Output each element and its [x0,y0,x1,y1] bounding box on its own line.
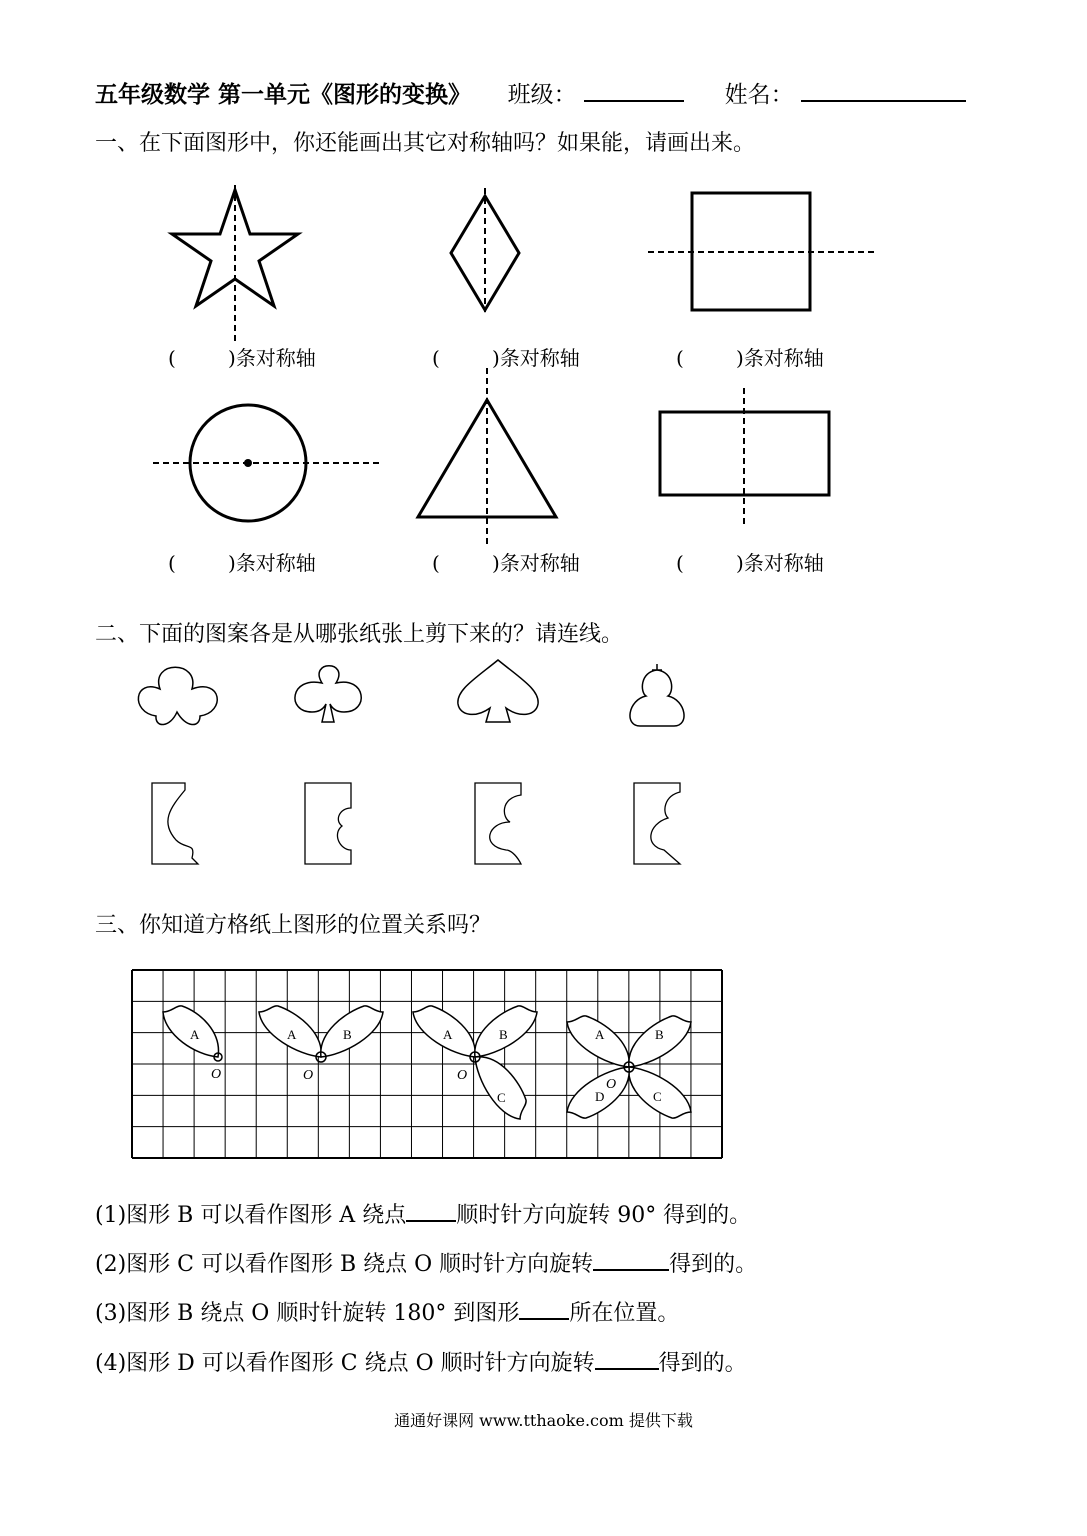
question-4: (4)图形 D 可以看作图形 C 绕点 O 顺时针方向旋转 得到的。 [95,1346,747,1377]
answer-blank-rhombus[interactable]: ( [432,346,440,370]
axis-answer-square: ( )条对称轴 [676,346,824,370]
axis-answer-star: ( )条对称轴 [168,346,316,370]
pattern-club[interactable] [295,666,361,722]
pattern-spade[interactable] [458,660,538,722]
label-b-group3: B [499,1027,508,1042]
label-a-group1: A [190,1027,200,1042]
label-a-group2: A [287,1027,297,1042]
label-c-group4: C [653,1089,662,1104]
pattern-gourd[interactable] [630,664,684,726]
answer-blank-circle[interactable]: ( [168,551,176,575]
label-a-group3: A [443,1027,453,1042]
folded-paper-1[interactable] [152,783,198,864]
label-a-group4: A [595,1027,605,1042]
section2-title: 二、下面的图案各是从哪张纸张上剪下来的？请连线。 [95,622,624,647]
section3-title: 三、你知道方格纸上图形的位置关系吗？ [95,913,492,938]
axis-answer-rectangle: ( )条对称轴 [676,551,824,575]
question-1: (1)图形 B 可以看作图形 A 绕点 顺时针方向旋转 90° 得到的。 [95,1198,751,1229]
pattern-trefoil[interactable] [138,667,217,724]
label-c-group3: C [497,1090,506,1105]
label-d-group4: D [595,1089,605,1104]
answer-blank-triangle[interactable]: ( [432,551,440,575]
section1-title: 一、在下面图形中，你还能画出其它对称轴吗？如果能，请画出来。 [95,131,756,156]
label-o-group3: O [457,1068,468,1083]
label-o-group4: O [606,1077,617,1092]
folded-paper-4[interactable] [634,783,680,864]
label-o-group1: O [211,1067,222,1082]
footer: 通通好课网 www.tthaoke.com 提供下载 [394,1411,693,1430]
axis-answer-triangle: ( )条对称轴 [432,551,580,575]
answer-blank-rectangle[interactable]: ( [676,551,684,575]
worksheet-title: 五年级数学 第一单元《图形的变换》 [95,81,472,108]
answer-blank-star[interactable]: ( [168,346,176,370]
label-b-group2: B [343,1027,352,1042]
petal-c-group3 [475,1057,526,1119]
folded-paper-3[interactable] [475,783,521,864]
class-label: 班级： [507,82,577,108]
answer-blank-square[interactable]: ( [676,346,684,370]
question-3: (3)图形 B 绕点 O 顺时针旋转 180° 到图形 所在位置。 [95,1296,679,1327]
petal-b-group2 [321,1006,383,1057]
name-label: 姓名： [724,82,794,108]
label-o-group2: O [303,1068,314,1083]
question-2: (2)图形 C 可以看作图形 B 绕点 O 顺时针方向旋转 得到的。 [95,1247,757,1278]
folded-paper-2[interactable] [305,783,351,864]
axis-answer-rhombus: ( )条对称轴 [432,346,580,370]
label-b-group4: B [655,1027,664,1042]
axis-answer-circle: ( )条对称轴 [168,551,316,575]
grid-figures [163,1006,691,1119]
